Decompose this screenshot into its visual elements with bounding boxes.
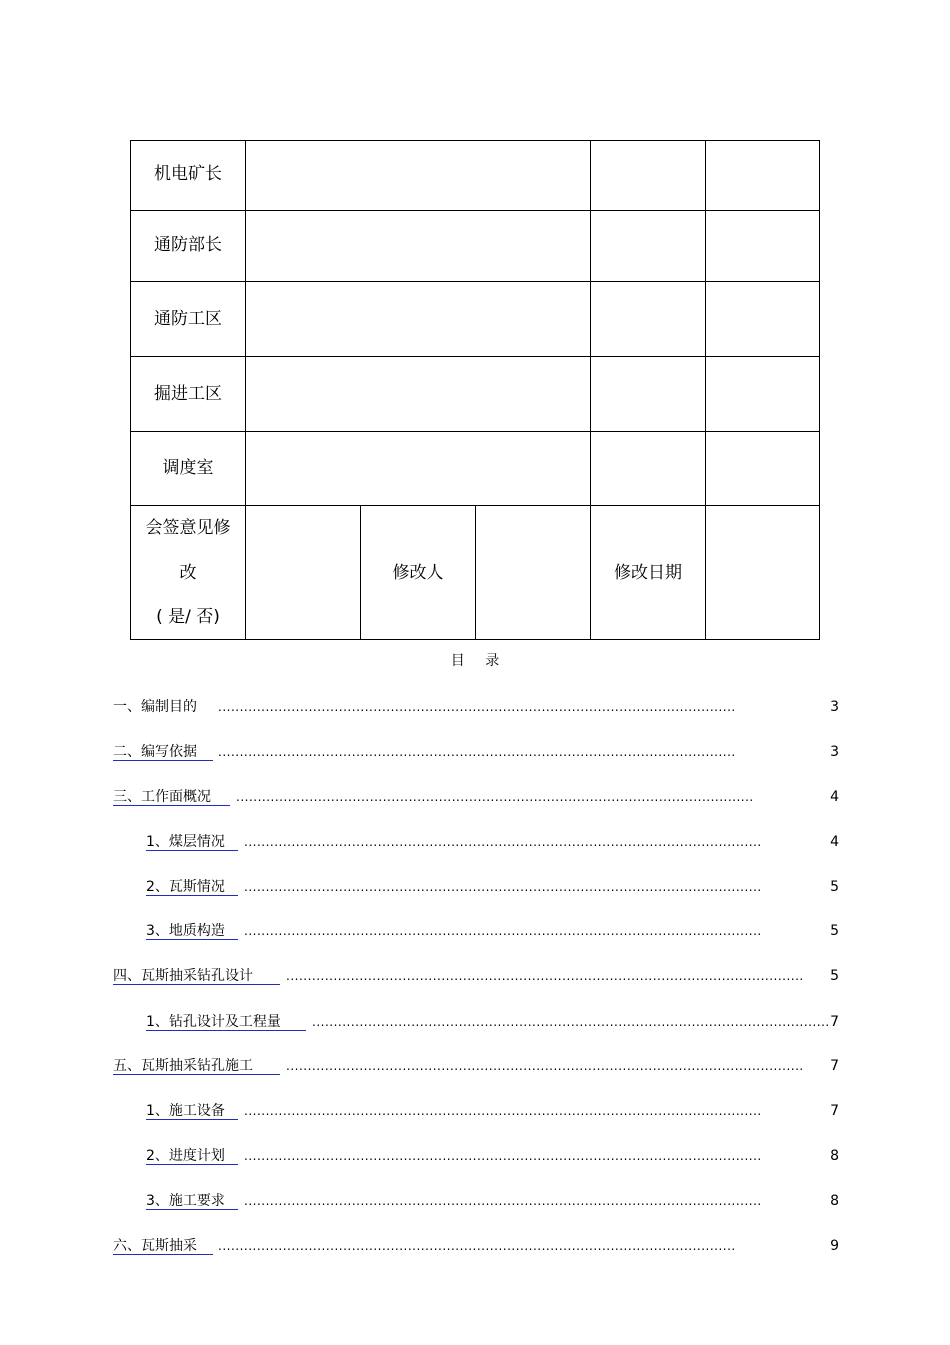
toc-page-number: 4 bbox=[830, 834, 839, 850]
toc-leader-dots: ........................................................................................................................ bbox=[218, 1239, 736, 1253]
toc-entry[interactable] bbox=[0, 832, 950, 852]
toc-leader-dots: ........................................................................................................................ bbox=[244, 1149, 762, 1163]
toc-entry[interactable] bbox=[0, 1191, 950, 1211]
toc-entry[interactable] bbox=[0, 787, 950, 807]
toc-link-underline bbox=[146, 1119, 238, 1120]
table-col-divider bbox=[245, 140, 246, 640]
toc-leader-dots: ........................................................................................................................ bbox=[286, 1059, 804, 1073]
toc-entry-label[interactable]: 1、钻孔设计及工程量 bbox=[146, 1014, 281, 1030]
row-label-ventilation-head: 通防部长 bbox=[154, 235, 222, 255]
revision-date-label: 修改日期 bbox=[614, 563, 682, 583]
toc-entry[interactable] bbox=[0, 1056, 950, 1076]
toc-entry-label[interactable]: 一、编制目的 bbox=[113, 699, 197, 715]
toc-page-number: 3 bbox=[830, 699, 839, 715]
reviser-label: 修改人 bbox=[392, 563, 444, 583]
revision-label-line3: ( 是/ 否) bbox=[156, 607, 220, 627]
toc-entry-label[interactable]: 二、编写依据 bbox=[113, 744, 197, 760]
toc-entry-label[interactable]: 2、进度计划 bbox=[146, 1148, 225, 1164]
toc-leader-dots: ........................................................................................................................ bbox=[286, 969, 804, 983]
toc-leader-dots: ........................................................................................................................ bbox=[244, 1194, 762, 1208]
toc-leader-dots: ........................................................................................................................ bbox=[244, 835, 762, 849]
toc-entry-label[interactable]: 1、煤层情况 bbox=[146, 834, 225, 850]
toc-title: 目 录 bbox=[450, 653, 500, 669]
toc-link-underline bbox=[146, 1164, 238, 1165]
toc-page-number: 7 bbox=[830, 1014, 839, 1030]
toc-link-underline bbox=[113, 805, 230, 806]
toc-leader-dots: ........................................................................................................................ bbox=[244, 924, 762, 938]
toc-entry-label[interactable]: 六、瓦斯抽采 bbox=[113, 1238, 197, 1254]
toc-leader-dots: ........................................................................................................................ bbox=[218, 745, 736, 759]
toc-leader-dots: ........................................................................................................................ bbox=[312, 1015, 830, 1029]
toc-entry-label[interactable]: 四、瓦斯抽采钻孔设计 bbox=[113, 968, 253, 984]
row-label-ventilation-area: 通防工区 bbox=[154, 309, 222, 329]
toc-page-number: 5 bbox=[830, 968, 839, 984]
row-label-dispatch-room: 调度室 bbox=[162, 458, 214, 478]
revision-label-line1: 会签意见修 bbox=[145, 518, 231, 538]
toc-entry-label[interactable]: 3、地质构造 bbox=[146, 923, 225, 939]
toc-page-number: 9 bbox=[830, 1238, 839, 1254]
row-label-mech-manager: 机电矿长 bbox=[154, 164, 222, 184]
toc-entry-label[interactable]: 1、施工设备 bbox=[146, 1103, 225, 1119]
toc-entry[interactable] bbox=[0, 877, 950, 897]
toc-entry[interactable] bbox=[0, 966, 950, 986]
table-col-divider bbox=[475, 505, 476, 640]
toc-link-underline bbox=[146, 1209, 238, 1210]
revision-label-line2: 改 bbox=[179, 563, 197, 583]
toc-leader-dots: ........................................................................................................................ bbox=[244, 1104, 762, 1118]
toc-page-number: 7 bbox=[830, 1058, 839, 1074]
toc-link-underline bbox=[113, 984, 280, 985]
toc-entry-label[interactable]: 三、工作面概况 bbox=[113, 789, 211, 805]
toc-leader-dots: ........................................................................................................................ bbox=[236, 790, 754, 804]
row-label-tunneling-area: 掘进工区 bbox=[154, 384, 222, 404]
toc-entry[interactable] bbox=[0, 1146, 950, 1166]
toc-link-underline bbox=[146, 939, 238, 940]
toc-page-number: 5 bbox=[830, 923, 839, 939]
toc-page-number: 8 bbox=[830, 1193, 839, 1209]
table-row-divider bbox=[130, 431, 820, 432]
table-row-divider bbox=[130, 281, 820, 282]
table-row-divider bbox=[130, 210, 820, 211]
table-border-top bbox=[130, 140, 820, 141]
toc-entry[interactable] bbox=[0, 1012, 950, 1032]
toc-link-underline bbox=[146, 1030, 306, 1031]
toc-link-underline bbox=[113, 1254, 213, 1255]
table-border-right bbox=[819, 140, 820, 640]
toc-entry[interactable] bbox=[0, 697, 950, 717]
toc-link-underline bbox=[113, 1074, 280, 1075]
toc-link-underline bbox=[113, 760, 213, 761]
table-col-divider bbox=[705, 140, 706, 640]
toc-leader-dots: ........................................................................................................................ bbox=[244, 880, 762, 894]
toc-page-number: 3 bbox=[830, 744, 839, 760]
toc-entry[interactable] bbox=[0, 742, 950, 762]
toc-link-underline bbox=[146, 895, 238, 896]
toc-link-underline bbox=[146, 850, 238, 851]
toc-entry-label[interactable]: 2、瓦斯情况 bbox=[146, 879, 225, 895]
toc-entry[interactable] bbox=[0, 1101, 950, 1121]
toc-leader-dots: ........................................................................................................................ bbox=[218, 700, 736, 714]
toc-entry-label[interactable]: 3、施工要求 bbox=[146, 1193, 225, 1209]
toc-page-number: 4 bbox=[830, 789, 839, 805]
toc-entry[interactable] bbox=[0, 921, 950, 941]
toc-page-number: 5 bbox=[830, 879, 839, 895]
toc-entry-label[interactable]: 五、瓦斯抽采钻孔施工 bbox=[113, 1058, 253, 1074]
toc-page-number: 8 bbox=[830, 1148, 839, 1164]
toc-page-number: 7 bbox=[830, 1103, 839, 1119]
table-row-divider bbox=[130, 356, 820, 357]
toc-entry[interactable] bbox=[0, 1236, 950, 1256]
